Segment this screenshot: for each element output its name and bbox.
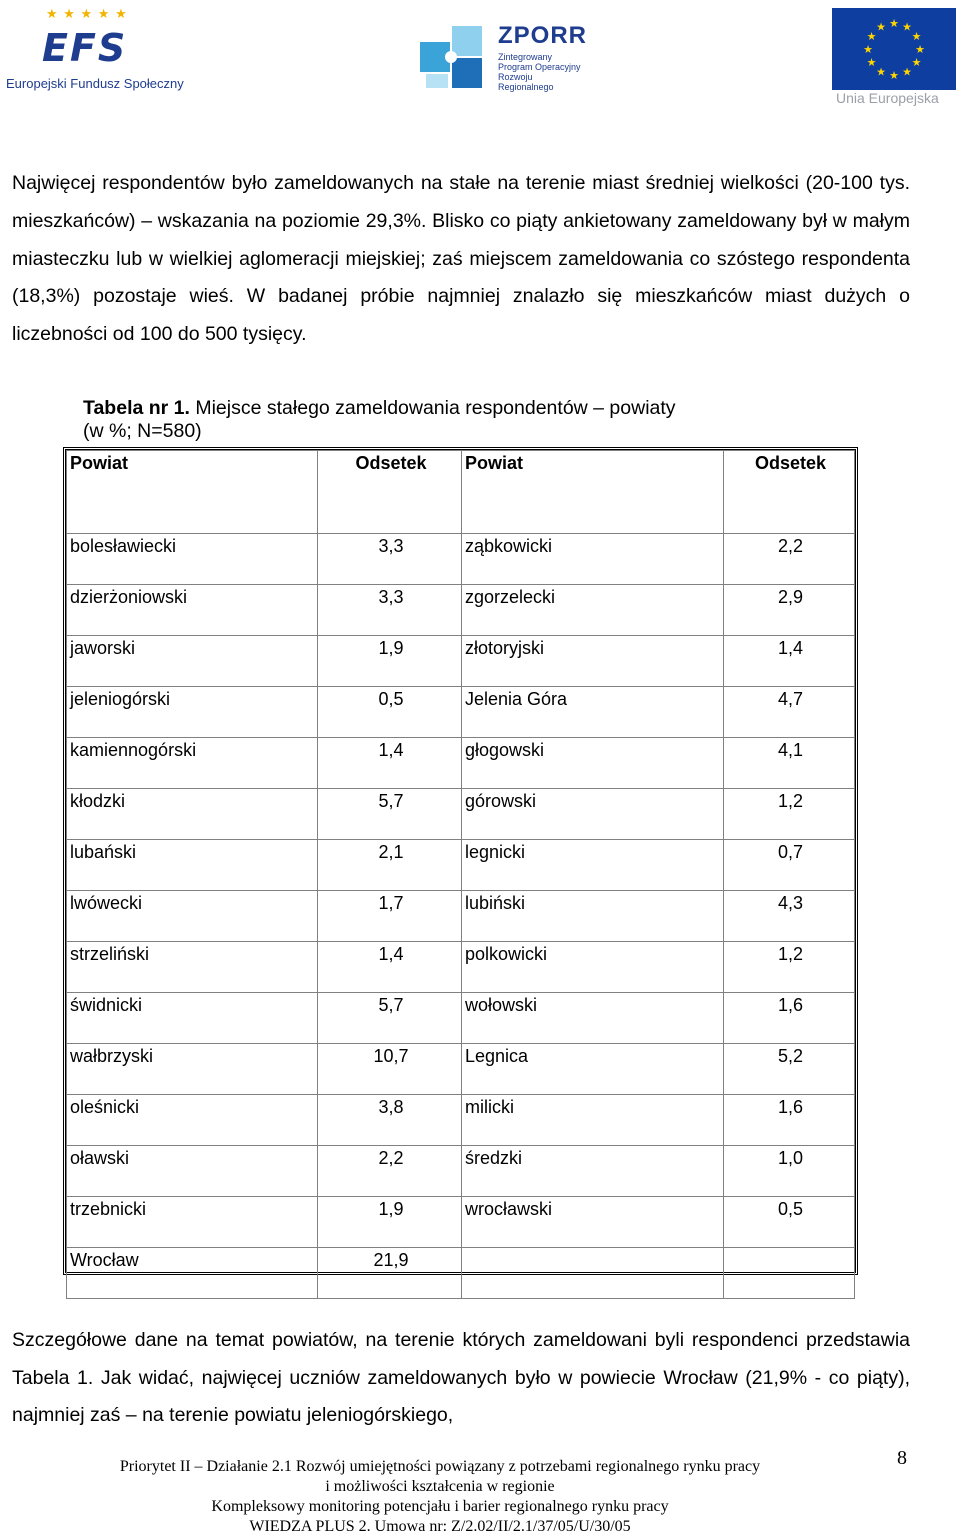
cell-powiat: średzki	[462, 1146, 724, 1197]
table-row	[67, 585, 855, 636]
cell-odsetek: 1,2	[724, 942, 855, 993]
cell-odsetek: 3,3	[318, 534, 462, 585]
table-row	[67, 1146, 855, 1197]
table-row	[67, 993, 855, 1044]
cell-odsetek: 2,2	[724, 534, 855, 585]
cell-powiat: kamiennogórski	[67, 738, 318, 789]
cell-powiat: górowski	[462, 789, 724, 840]
cell-powiat: świdnicki	[67, 993, 318, 1044]
footer-line-3: Kompleksowy monitoring potencjału i barier regionalnego rynku pracy	[211, 1498, 669, 1515]
cell-odsetek: 1,6	[724, 993, 855, 1044]
zporr-subtitle: Zintegrowany Program Operacyjny Rozwoju Regionalnego	[498, 52, 581, 92]
cell-odsetek: 4,7	[724, 687, 855, 738]
eu-star-icon: ★	[902, 21, 912, 34]
eu-star-icon: ★	[911, 57, 922, 69]
intro-paragraph: Najwięcej respondentów było zameldowanych na stałe na terenie miast średniej wielkości (20-100 tys. mieszkańców) – wskazania na poziomie 29,3%. Blisko co piąty ankietowany zameldowany był w małym miasteczku lub w wielkiej aglomeracji miejskiej; zaś miejscem zameldowania co szóstego respondenta (18,3%) pozostaje wieś. W badanej próbie najmniej znalazło się mieszkańców miast dużych o liczebności od 100 do 500 tysięcy.	[12, 172, 910, 346]
cell-powiat: jeleniogórski	[67, 687, 318, 738]
table-caption-text: Miejsce stałego zameldowania respondentów – powiaty	[195, 397, 676, 419]
cell-powiat: złotoryjski	[462, 636, 724, 687]
table-row	[67, 942, 855, 993]
cell-powiat: strzeliński	[67, 942, 318, 993]
cell-powiat: Wrocław	[67, 1248, 318, 1299]
cell-powiat: ząbkowicki	[462, 534, 724, 585]
cell-odsetek: 1,2	[724, 789, 855, 840]
table-row	[67, 1248, 855, 1299]
eu-star-icon: ★	[876, 21, 886, 34]
cell-powiat: Legnica	[462, 1044, 724, 1095]
table-row	[67, 687, 855, 738]
table-row	[67, 1095, 855, 1146]
header-powiat-1: Powiat	[67, 451, 318, 534]
closing-paragraph: Szczegółowe dane na temat powiatów, na terenie których zameldowani byli respondenci przedstawia Tabela 1. Jak widać, najwięcej uczniów zameldowanych było w powiecie Wrocław (21,9% - co piąty), najmniej zaś – na terenie powiatu jeleniogórskiego,	[12, 1329, 910, 1426]
cell-powiat: milicki	[462, 1095, 724, 1146]
cell-powiat: jaworski	[67, 636, 318, 687]
eu-caption: Unia Europejska	[836, 90, 939, 106]
page-footer	[40, 1457, 840, 1537]
cell-odsetek: 1,7	[318, 891, 462, 942]
cell-odsetek: 1,9	[318, 1197, 462, 1248]
efs-stars-icon: ★ ★ ★ ★ ★	[46, 6, 128, 21]
cell-odsetek: 2,1	[318, 840, 462, 891]
cell-powiat: polkowicki	[462, 942, 724, 993]
eu-flag-icon	[832, 8, 956, 90]
cell-odsetek: 0,7	[724, 840, 855, 891]
eu-star-icon: ★	[902, 66, 912, 79]
header-odsetek-2: Odsetek	[724, 451, 855, 534]
cell-odsetek: 21,9	[318, 1248, 462, 1299]
cell-odsetek: 2,9	[724, 585, 855, 636]
table-row	[67, 738, 855, 789]
cell-odsetek: 3,3	[318, 585, 462, 636]
cell-odsetek: 0,5	[318, 687, 462, 738]
cell-powiat: zgorzelecki	[462, 585, 724, 636]
powiaty-table	[63, 447, 858, 1275]
cell-odsetek: 1,4	[318, 738, 462, 789]
cell-powiat: dzierżoniowski	[67, 585, 318, 636]
cell-odsetek: 5,7	[318, 789, 462, 840]
cell-odsetek: 2,2	[318, 1146, 462, 1197]
puzzle-icon	[418, 24, 490, 90]
efs-mark: EFS	[42, 26, 128, 70]
eu-star-icon: ★	[863, 44, 873, 56]
cell-odsetek: 4,3	[724, 891, 855, 942]
eu-star-icon: ★	[866, 57, 877, 69]
table-caption	[83, 395, 850, 444]
footer-line-2: i możliwości kształcenia w regionie	[325, 1478, 555, 1495]
eu-star-icon: ★	[911, 31, 922, 43]
cell-odsetek: 0,5	[724, 1197, 855, 1248]
efs-name: Europejski Fundusz Społeczny	[6, 76, 184, 91]
cell-powiat: Jelenia Góra	[462, 687, 724, 738]
cell-powiat: oławski	[67, 1146, 318, 1197]
table-caption-label: Tabela nr 1.	[83, 397, 190, 419]
cell-odsetek	[724, 1248, 855, 1299]
eu-star-icon: ★	[876, 66, 886, 79]
cell-odsetek: 1,4	[724, 636, 855, 687]
cell-powiat: kłodzki	[67, 789, 318, 840]
cell-powiat: trzebnicki	[67, 1197, 318, 1248]
cell-odsetek: 3,8	[318, 1095, 462, 1146]
cell-powiat: wołowski	[462, 993, 724, 1044]
eu-stars-icon	[832, 8, 956, 90]
cell-powiat	[462, 1248, 724, 1299]
cell-powiat: bolesławiecki	[67, 534, 318, 585]
table-row	[67, 789, 855, 840]
cell-powiat: lwówecki	[67, 891, 318, 942]
eu-star-icon: ★	[889, 70, 899, 82]
cell-odsetek: 1,9	[318, 636, 462, 687]
table-caption-line2: (w %; N=580)	[83, 420, 202, 442]
table-row	[67, 1044, 855, 1095]
cell-odsetek: 5,7	[318, 993, 462, 1044]
cell-powiat: lubiński	[462, 891, 724, 942]
eu-star-icon: ★	[866, 31, 877, 43]
efs-logo	[6, 4, 184, 96]
eu-logo	[832, 8, 956, 108]
cell-odsetek: 1,6	[724, 1095, 855, 1146]
cell-powiat: głogowski	[462, 738, 724, 789]
table-header-row	[67, 451, 855, 534]
eu-star-icon: ★	[889, 18, 899, 30]
footer-line-4: WIEDZA PLUS 2. Umowa nr: Z/2.02/II/2.1/37/05/U/30/05	[249, 1518, 631, 1535]
table-row	[67, 891, 855, 942]
cell-powiat: wrocławski	[462, 1197, 724, 1248]
page-number: 8	[897, 1447, 907, 1469]
header-odsetek-1: Odsetek	[318, 451, 462, 534]
table-row	[67, 840, 855, 891]
cell-odsetek: 1,0	[724, 1146, 855, 1197]
zporr-title: ZPORR	[498, 22, 587, 49]
cell-powiat: legnicki	[462, 840, 724, 891]
table-row	[67, 1197, 855, 1248]
eu-star-icon: ★	[915, 44, 925, 56]
table-row	[67, 636, 855, 687]
cell-odsetek: 1,4	[318, 942, 462, 993]
cell-odsetek: 5,2	[724, 1044, 855, 1095]
cell-odsetek: 10,7	[318, 1044, 462, 1095]
footer-line-1: Priorytet II – Działanie 2.1 Rozwój umiejętności powiązany z potrzebami regionalnego rynku pracy	[119, 1458, 761, 1475]
cell-odsetek: 4,1	[724, 738, 855, 789]
header-powiat-2: Powiat	[462, 451, 724, 534]
cell-powiat: wałbrzyski	[67, 1044, 318, 1095]
cell-powiat: oleśnicki	[67, 1095, 318, 1146]
table-row	[67, 534, 855, 585]
cell-powiat: lubański	[67, 840, 318, 891]
zporr-logo	[418, 18, 588, 98]
